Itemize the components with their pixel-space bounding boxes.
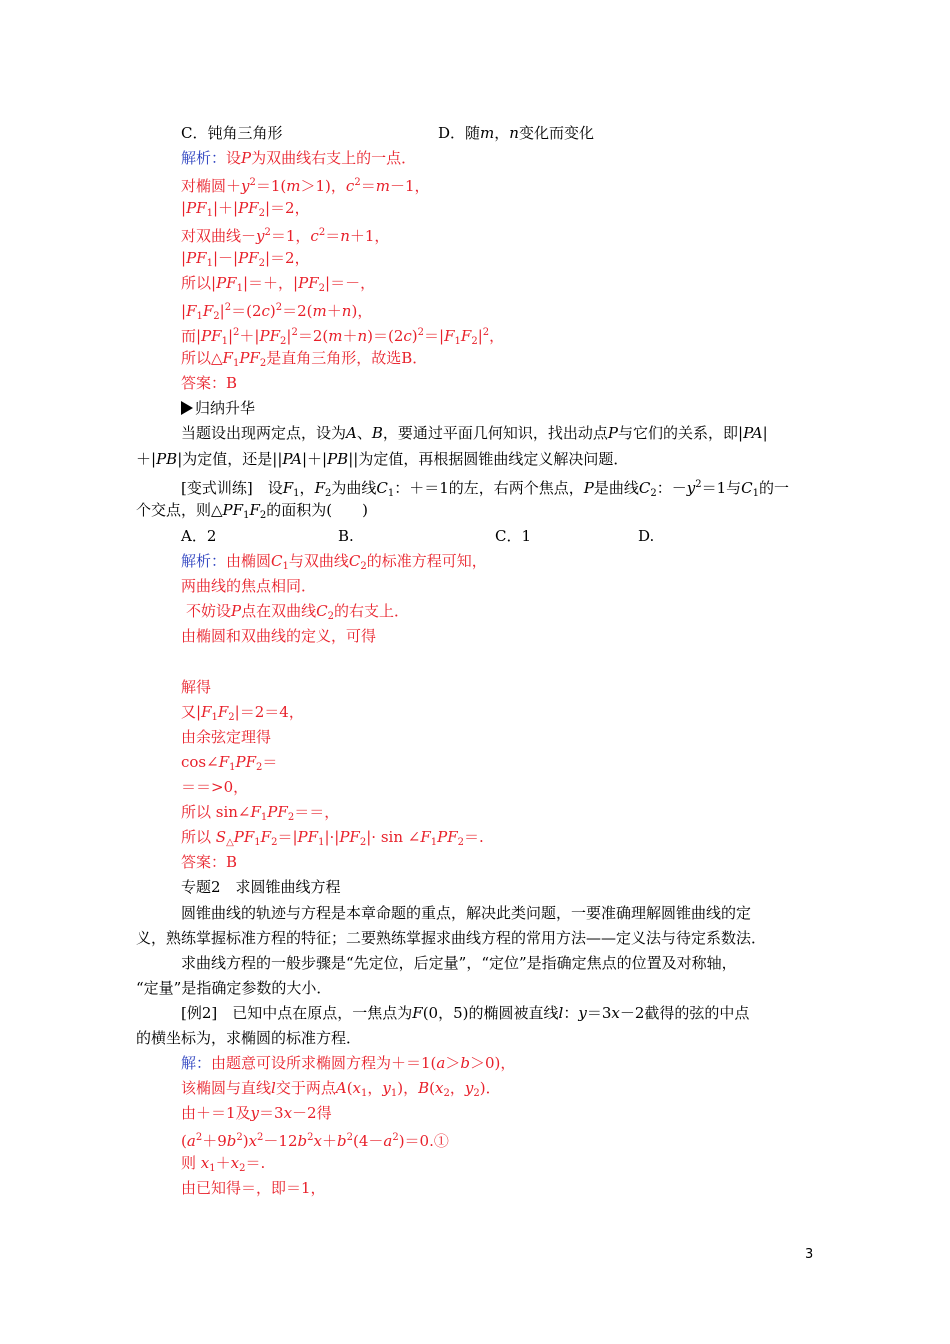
solution-2-line-9: ＝＝>0，	[181, 778, 249, 796]
solution-1-line-3: $|PF_1|+|PF_2|=2$，	[181, 199, 310, 219]
solution-2-line-11: 所以 $S_\triangle PF_1F_2=|PF_1|\cdot|PF_2|\cdot \sin$ $\angle F_1PF_2=$.	[181, 828, 484, 848]
example-2-line-1: [例2] 已知中点在原点，一焦点为F(0，5)的椭圆被直线l：y＝3x－2截得的弦的中点	[181, 1004, 750, 1022]
solution-2-line-7: 由余弦定理得	[181, 728, 272, 746]
solution-3-line-2: 该椭圆与直线l交于两点$A(x_1$，$y_1$)，$B(x_2$，$y_2$)．	[181, 1079, 501, 1099]
topic-2-heading: 专题2 求圆锥曲线方程	[181, 878, 341, 896]
variant-line-2: 个交点，则$\triangle PF_1F_2$的面积为( )	[136, 501, 368, 521]
topic-2-paragraph-2-line-1: 求曲线方程的一般步骤是“先定位，后定量”，“定位”是指确定焦点的位置及对称轴，	[181, 954, 737, 972]
solution-1-line-4: 对双曲线$-y^2=1$，$c^2=n+1$，	[181, 227, 390, 245]
solution-1-line-6: 所以$|PF_1|=+$，$|PF_2|=-$，	[181, 274, 376, 294]
solution-3-line-3: 由＋＝1及y＝3x－2得	[181, 1104, 332, 1122]
solution-2-line-8: $\cos\angle F_1PF_2=$	[181, 753, 278, 773]
topic-2-paragraph-1-line-2: 义，熟练掌握标准方程的特征；二要熟练掌握求曲线方程的常用方法——定义法与待定系数法．	[136, 929, 767, 947]
solution-1-line-1: 解析：设P为双曲线右支上的一点．	[181, 149, 417, 167]
solution-label: 解析：	[181, 149, 227, 167]
solution-3-line-6: 由已知得＝，即＝1，	[181, 1179, 326, 1197]
solution-1-line-9: 所以$\triangle F_1PF_2$是直角三角形，故选B．	[181, 349, 428, 369]
solution-2-line-4: 由椭圆和双曲线的定义，可得	[181, 627, 377, 645]
variant-option-c: C．1	[495, 527, 532, 545]
solution-1-line-2: 对椭圆$+y^2=1(m>1)$，$c^2=m-1$，	[181, 177, 430, 195]
summary-line-1: 当题设出现两定点，设为A、B，要通过平面几何知识，找出动点P与它们的关系，即|PA|	[181, 424, 768, 442]
solution-2-answer: 答案：B	[181, 853, 238, 871]
summary-heading: 归纳升华	[181, 398, 255, 418]
solution-2-line-2: 两曲线的焦点相同．	[181, 577, 317, 595]
solution-2-line-6: 又$|F_1F_2|=2=4$，	[181, 703, 304, 723]
solution-1-line-8: 而$|PF_1|^2+|PF_2|^2=2(m+n)=(2c)^2=|F_1F_2|^2$，	[181, 327, 505, 347]
page-number: 3	[805, 1247, 814, 1262]
option-d: D．随m，n变化而变化	[438, 124, 594, 142]
solution-2-line-5: 解得	[181, 678, 212, 696]
solution-1-line-7: $|F_1F_2|^2=(2c)^2=2(m+n)$，	[181, 302, 373, 322]
solution-3-line-1: 解：由题意可设所求椭圆方程为＋＝1(a＞b＞0)，	[181, 1054, 516, 1072]
variant-line-1: [变式训练] 设$F_1$，$F_2$为曲线$C_1$：＋＝1的左，右两个焦点，P是曲线$C_2$：$-y^2=1$与$C_1$的一	[181, 479, 790, 499]
solution-2-line-10: 所以 $\sin\angle F_1PF_2==$，	[181, 803, 340, 823]
topic-2-paragraph-2-line-2: “定量”是指确定参数的大小．	[136, 979, 332, 997]
solution-1-answer: 答案：B	[181, 374, 238, 392]
example-2-line-2: 的横坐标为，求椭圆的标准方程．	[136, 1029, 362, 1047]
variant-option-a: A．2	[181, 527, 217, 545]
solution-3-line-5: 则 $x_1+x_2=$.	[181, 1154, 266, 1174]
option-c: C．钝角三角形	[181, 124, 283, 142]
topic-2-paragraph-1-line-1: 圆锥曲线的轨迹与方程是本章命题的重点，解决此类问题，一要准确理解圆锥曲线的定	[181, 904, 752, 922]
solution-2-line-3: 不妨设P点在双曲线$C_2$的右支上．	[186, 602, 409, 622]
solution-1-line-5: $|PF_1|-|PF_2|=2$，	[181, 249, 310, 269]
solution-2-line-1: 解析：由椭圆$C_1$与双曲线$C_2$的标准方程可知，	[181, 552, 487, 572]
summary-line-2: ＋|PB|为定值，还是||PA|＋|PB||为定值，再根据圆锥曲线定义解决问题．	[136, 450, 629, 468]
variant-option-d: D.	[638, 527, 655, 545]
triangle-bullet-icon	[181, 401, 193, 415]
variant-option-b: B.	[338, 527, 354, 545]
solution-3-line-4: $(a^2+9b^2)x^2-12b^2x+b^2(4-a^2)=0.①$	[181, 1132, 449, 1150]
